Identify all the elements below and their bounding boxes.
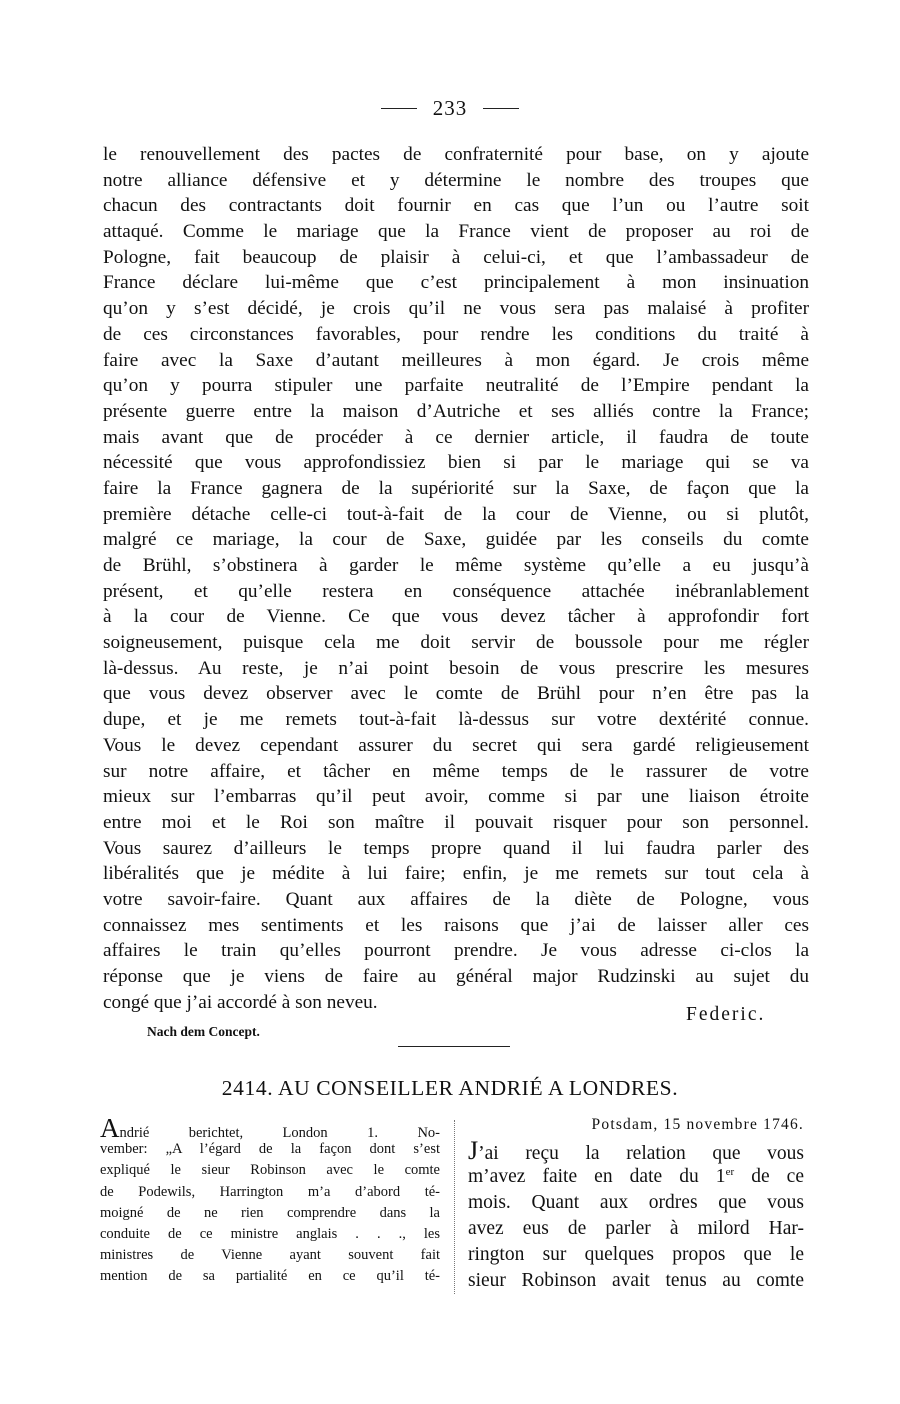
body-line: à la cour de Vienne. Ce que vous devez tâcher à approfondir fort (103, 606, 809, 628)
column-divider (454, 1120, 455, 1294)
section-rule (398, 1046, 510, 1047)
summary-line: expliqué le sieur Robinson avec le comte (100, 1162, 440, 1179)
reply-dropcap: J (468, 1136, 479, 1165)
letter-body (103, 142, 809, 1015)
body-line: chacun des contractants doit fournir en cas que l’un ou l’autre soit (103, 195, 809, 217)
summary-lines (100, 1139, 440, 1287)
body-line: Pologne, fait beaucoup de plaisir à celui-ci, et que l’ambassadeur de (103, 246, 809, 268)
superscript-er: er (725, 1166, 735, 1178)
summary-line: ministres de Vienne ayant souvent fait (100, 1247, 440, 1264)
body-line: qu’on y s’est décidé, je crois qu’il ne vous sera pas malaisé à profiter (103, 298, 809, 320)
summary-line: de Podewils, Harrington m’a d’abord té- (100, 1183, 440, 1200)
body-line: présente guerre entre la maison d’Autriche et ses alliés contre la France; (103, 400, 809, 422)
body-line: congé que j’ai accordé à son neveu. (103, 991, 378, 1013)
body-line: soigneusement, puisque cela me doit servir de boussole pour me régler (103, 632, 809, 654)
body-line: mais avant que de procéder à ce dernier article, il faudra de toute (103, 426, 809, 448)
body-line: Vous le devez cependant assurer du secret qui sera gardé religieusement (103, 734, 809, 756)
reply-line: rington sur quelques propos que le (468, 1244, 804, 1265)
body-line: votre savoir-faire. Quant aux affaires de la diète de Pologne, vous (103, 888, 809, 910)
body-line: connaissez mes sentiments et les raisons que j’ai de laisser aller ces (103, 914, 809, 936)
body-line: libéralités que je médite à lui faire; enfin, je me remets sur tout cela à (103, 863, 809, 885)
reply-line: avez eus de parler à milord Har- (468, 1218, 804, 1239)
dateline: Potsdam, 15 novembre 1746. (591, 1116, 804, 1133)
reply-line (468, 1164, 804, 1190)
body-line: entre moi et le Roi son maître il pouvait risquer pour son personnel. (103, 811, 809, 833)
reply-lines (468, 1190, 804, 1294)
page-header (0, 96, 900, 121)
body-line: sur notre affaire, et tâcher en même temps de le rassurer de votre (103, 760, 809, 782)
body-line: notre alliance défensive et y détermine le nombre des troupes que (103, 169, 809, 191)
page-number: 233 (432, 96, 468, 120)
reply-line: sieur Robinson avait tenus au comte (468, 1270, 804, 1291)
source-note: Nach dem Concept. (147, 1024, 260, 1039)
body-line: malgré ce mariage, la cour de Saxe, guidée par les conseils du comte (103, 529, 809, 551)
body-line: là-dessus. Au reste, je n’ai point besoin de vous prescrire les mesures (103, 657, 809, 679)
reply-second-line-start: m’avez faite en date du 1 (468, 1166, 726, 1187)
summary-line: conduite de ce ministre anglais . . ., les (100, 1225, 440, 1242)
header-right-dash (483, 108, 519, 109)
reply-first-line: ’ai reçu la relation que vous (478, 1143, 804, 1164)
body-line: qu’on y pourra stipuler une parfaite neutralité de l’Empire pendant la (103, 375, 809, 397)
body-line: Vous saurez d’ailleurs le temps propre quand il lui faudra parler des (103, 837, 809, 859)
summary-dropcap: A (100, 1113, 120, 1143)
header-left-dash (381, 108, 417, 109)
body-line: présent, et qu’elle restera en conséquence attachée inébranlablement (103, 580, 809, 602)
summary-first-line: ndrié berichtet, London 1. No- (119, 1125, 440, 1141)
reply-line (468, 1138, 804, 1164)
body-line: faire avec la Saxe d’autant meilleures à mon égard. Je crois même (103, 349, 809, 371)
body-line: de Brühl, s’obstinera à garder le même système qu’elle a eu jusqu’à (103, 555, 809, 576)
summary-line: mention de sa partialité en ce qu’il té- (100, 1268, 440, 1285)
body-line: affaires le train qu’elles pourront prendre. Je vous adresse ci-clos la (103, 940, 809, 962)
body-line: de ces circonstances favorables, pour rendre les conditions du traité à (103, 323, 809, 345)
reply-line: mois. Quant aux ordres que vous (468, 1192, 804, 1213)
summary-line: vember: „A l’égard de la façon dont s’est (100, 1141, 440, 1158)
reply-second-line-end: de ce (734, 1166, 804, 1187)
summary-line: moigné de ne rien comprendre dans la (100, 1204, 440, 1221)
body-line: première détache celle-ci tout-à-fait de la cour de Vienne, ou si plutôt, (103, 503, 809, 525)
body-line: le renouvellement des pactes de confraternité pour base, on y ajoute (103, 144, 809, 165)
summary-line (100, 1113, 440, 1143)
body-line: mieux sur l’embarras qu’il peut avoir, comme si par une liaison étroite (103, 786, 809, 808)
body-line: réponse que je viens de faire au général major Rudzinski au sujet du (103, 966, 809, 987)
body-line: dupe, et je me remets tout-à-fait là-dessus sur votre dextérité connue. (103, 709, 809, 731)
body-line: nécessité que vous approfondissiez bien si par le mariage qui se va (103, 452, 809, 474)
summary-column (100, 1113, 440, 1288)
body-line: attaqué. Comme le mariage que la France vient de proposer au roi de (103, 221, 809, 243)
letter-title: 2414. AU CONSEILLER ANDRIÉ A LONDRES. (221, 1076, 679, 1100)
signature: Federic. (686, 1004, 766, 1025)
body-line: France déclare lui-même que c’est principalement à mon insinuation (103, 272, 809, 294)
body-line: faire la France gagnera de la supériorité sur la Saxe, de façon que la (103, 477, 809, 499)
reply-column (468, 1112, 804, 1294)
body-line: que vous devez observer avec le comte de Brühl pour n’en être pas la (103, 683, 809, 705)
